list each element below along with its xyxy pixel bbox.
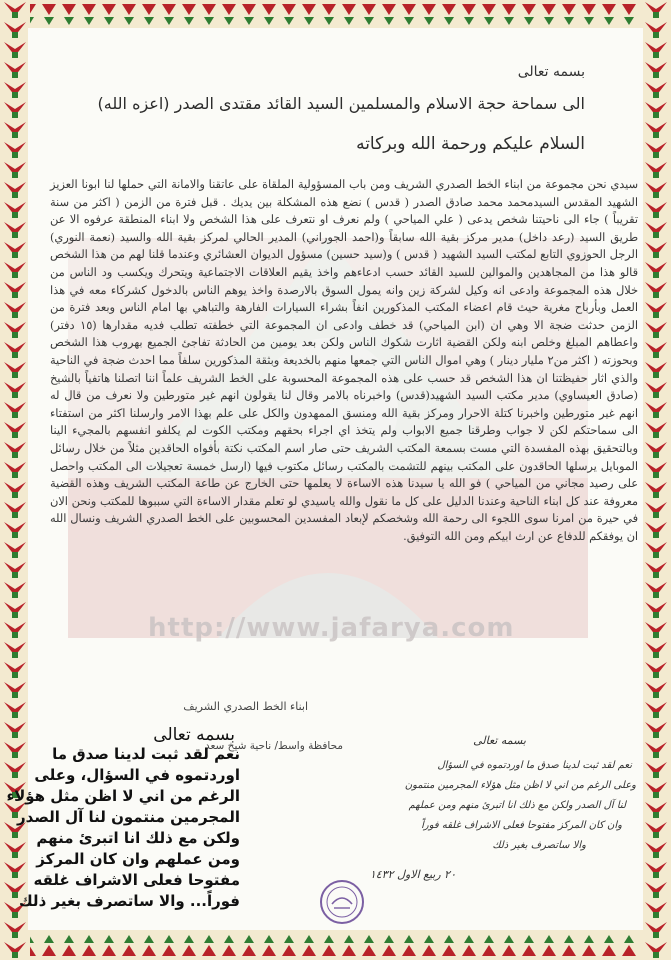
- border-motif-green: [12, 492, 18, 498]
- border-motif-green: [653, 852, 659, 858]
- border-motif-green: [653, 312, 659, 318]
- handwritten-line-2: وعلى الرغم من اني لا اظن مثل هؤلاء المجرمين منتمون: [404, 780, 636, 791]
- border-motif-green: [653, 12, 659, 18]
- border-motif-green: [653, 72, 659, 78]
- border-motif-green: [653, 892, 659, 898]
- border-motif-green: [653, 372, 659, 378]
- handwritten-line-3: لنا آل الصدر ولكن مع ذلك انا اتبرئ منهم ومن عملهم: [408, 800, 626, 811]
- border-motif-green: [12, 432, 18, 438]
- border-motif-green: [12, 132, 18, 138]
- border-motif-green: [12, 52, 18, 58]
- border-motif-green: [12, 332, 18, 338]
- decorative-border-right: [641, 0, 671, 960]
- border-motif-green: [653, 712, 659, 718]
- border-motif-green: [653, 812, 659, 818]
- border-motif-green: [653, 772, 659, 778]
- border-motif-green: [12, 152, 18, 158]
- border-motif-green: [12, 272, 18, 278]
- border-motif-green: [653, 432, 659, 438]
- border-motif-green: [12, 552, 18, 558]
- border-motif-green: [653, 252, 659, 258]
- border-motif-green: [12, 112, 18, 118]
- border-motif-green: [653, 392, 659, 398]
- border-motif-green: [653, 552, 659, 558]
- border-motif-green: [653, 112, 659, 118]
- border-motif-green: [12, 712, 18, 718]
- border-motif-green: [653, 492, 659, 498]
- letter-body: سيدي نحن مجموعة من ابناء الخط الصدري الشريف ومن باب المسؤولية الملقاة على عاتقنا والامانة التي حملها لنا ابونا العزيز الشهيد المقدس السيدمحمد محمد صادق الصدر ( قدس ) نضع هذه المشكلة بين يديك . قبل فترة من الزمن ( اكثر من سنة تقريباً ) جاء الى ناحيتنا شخص يدعى ( علي المياحي ) ولم نعرف او نتعرف على هذا الشخص ولا ابناء المنطقة عرفوه الا عن طريق السيد (رعد داخل) مدير مركز بقية الله سابقاً و(احمد الجوراني) المدير الحالي لمركز بقية الله والسيد (نعمة النوري) الرجل الحوزوي التابع لمكتب السيد الشهيد ( قدس ) و(سيد حسين) مسؤول الديوان العشائري وعندما قلنا لهم من هذا الشخص قالو هذا من المجاهدين والموالين للسيد القائد حسب ادعاءهم واخذ يقيم العلاقات الاجتماعية ويتحرك ويكسب ود الناس من خلال هذه المجموعة وادعى انه وكيل لشركة زين وانه يمول السوق بالارصدة واخذ يوهم الناس بالدخول كشركاء معه في هذا العمل وبأرباح مغرية حيث قام اعضاء المكتب المذكورين انفاً بشراء السيارات الفارهة والتباهي بها امام الناس وبعد فترة من الزمن حدثت ضجة الا وهي ان (ابن المياحي) قد خطف وادعى ان المجموعة التي خطفته تطلب فديه مقدارها (١٥ دفتر) واعطاهم المبلغ وخلص ابنه ولكن القضية اثارت شكوك الناس ولكن بعد يومين من الحادثة تفاجئ الجميع بهروب هذا الشخص وبحوزته ( اكثر من٢ مليار دينار ) وهي اموال الناس التي جمعها منهم بالخديعة وبثقة المذكورين سلفاً مما احدث ضجة في الناحية والذي اثار حفيظتنا ان هذا الشخص قد حسب على هذه المجموعة المحسوبة على الخط الشريف علماً اننا اتصلنا هاتفياً بالشيخ (صادق العيساوي) مدير مكتب السيد الشهيد(قدس) واخبرناه بالامر وقال لنا يقولون انهم غير متورطين ولا نعرف من قال له انهم غير متورطين واخبرنا كتلة الاحرار ومركز بقية الله ومنسق الممهدون والكل على علم بهذا الامر وارسلنا اكثر من استفتاء الى سماحتكم لكن لا جواب وطرقنا جميع الابواب ولم يتخذ اي اجراء بحقهم ومكتب الكوت لم يكلفو انفسهم بالمجيء الينا وبالتحقيق بهذه المفسدة التي مست بسمعة المكتب الشريف حتى صار اسم المكتب نكتة بأفواه الحاقدين مثلاً من خلال رسائل الموبايل يرسلها الحاقدون على المكتب بينهم للتشمت بالمكتب رسائل مكتوب فيها (ارسل خمسة تعجيلات الى المكتب واحصل على رصيد مجاني من المياحي ) فو الله يا سيدنا هذه الاساءة لا يعلمها حتى الخارج عن طاعة المكتب الشريف وهذه القضية معروفة عند كل ابناء الناحية وعندنا الدليل على كل ما نقول والله ياسيدي لو تعلم مقدار الاساءة التي سببوها للمكتب ونحن الان في حيرة من امرنا سوى اللجوء الى رحمة الله وشخصكم لإبعاد المفسدين المحسوبين على الخط الصدري الشريف ونسال الله ان يوفقكم للدفاع عن ارث ابيكم ومن الله التوفيق.: [50, 178, 638, 543]
- border-motif-green: [12, 452, 18, 458]
- border-motif-green: [12, 612, 18, 618]
- border-motif-green: [653, 672, 659, 678]
- border-motif-green: [653, 192, 659, 198]
- border-motif-green: [12, 472, 18, 478]
- border-motif-green: [653, 132, 659, 138]
- border-motif-green: [653, 212, 659, 218]
- border-motif-green: [653, 52, 659, 58]
- border-motif-green: [12, 312, 18, 318]
- handwritten-line-5: والا ساتصرف بغير ذلك: [492, 840, 586, 851]
- border-motif-green: [12, 32, 18, 38]
- border-motif-green: [12, 12, 18, 18]
- border-motif-green: [12, 212, 18, 218]
- border-motif-green: [653, 652, 659, 658]
- border-motif-green: [12, 692, 18, 698]
- letter-signature: ابناء الخط الصدري الشريف: [183, 700, 308, 713]
- border-motif-green: [653, 692, 659, 698]
- border-motif-green: [653, 792, 659, 798]
- border-motif-green: [653, 352, 659, 358]
- border-motif-green: [653, 332, 659, 338]
- border-motif-green: [653, 472, 659, 478]
- letter-address: الى سماحة حجة الاسلام والمسلمين السيد القائد مقتدى الصدر (اعزه الله): [97, 94, 585, 113]
- border-motif-green: [653, 172, 659, 178]
- border-motif-green: [653, 632, 659, 638]
- border-motif-green: [653, 412, 659, 418]
- border-motif-green: [653, 872, 659, 878]
- border-motif-green: [12, 512, 18, 518]
- letter-basmala: بسمه تعالى: [517, 64, 585, 80]
- border-motif-green: [12, 632, 18, 638]
- border-motif-green: [653, 732, 659, 738]
- border-motif-green: [653, 952, 659, 958]
- border-motif-green: [653, 32, 659, 38]
- letter-greeting: السلام عليكم ورحمة الله وبركاته: [356, 134, 585, 154]
- border-motif-green: [12, 732, 18, 738]
- handwritten-line-4: وان كان المركز مفتوحا فعلى الاشراف غلقه فوراً: [421, 820, 622, 831]
- border-motif-green: [653, 232, 659, 238]
- border-motif-green: [12, 252, 18, 258]
- border-motif-green: [653, 612, 659, 618]
- border-motif-green: [12, 572, 18, 578]
- border-motif-green: [12, 672, 18, 678]
- border-motif-green: [12, 952, 18, 958]
- border-motif-green: [653, 272, 659, 278]
- border-motif-green: [12, 92, 18, 98]
- border-motif-green: [653, 452, 659, 458]
- border-motif-green: [653, 752, 659, 758]
- border-motif-green: [12, 412, 18, 418]
- border-motif-green: [12, 912, 18, 918]
- border-motif-green: [12, 592, 18, 598]
- border-motif-green: [12, 392, 18, 398]
- border-motif-green: [12, 292, 18, 298]
- reply-basmala: بسمه تعالى: [153, 725, 235, 745]
- border-motif-green: [653, 512, 659, 518]
- decorative-border-top: [0, 0, 671, 30]
- handwritten-basmala: بسمه تعالى: [473, 734, 526, 747]
- handwritten-line-1: نعم لقد ثبت لدينا صدق ما اوردتموه في السؤال: [437, 760, 632, 771]
- border-motif-green: [653, 832, 659, 838]
- border-motif-green: [653, 92, 659, 98]
- seal-stamp: [318, 878, 366, 926]
- border-motif-green: [12, 232, 18, 238]
- border-motif-green: [12, 932, 18, 938]
- handwritten-date: ٢٠ ربيع الاول ١٤٣٢: [369, 868, 456, 881]
- border-motif-green: [653, 572, 659, 578]
- border-motif-green: [12, 172, 18, 178]
- border-motif-green: [12, 72, 18, 78]
- border-motif-green: [653, 152, 659, 158]
- border-motif-green: [653, 292, 659, 298]
- border-motif-green: [12, 652, 18, 658]
- border-motif-green: [653, 912, 659, 918]
- border-motif-green: [653, 592, 659, 598]
- border-motif-green: [653, 932, 659, 938]
- border-motif-green: [12, 352, 18, 358]
- border-motif-green: [12, 532, 18, 538]
- border-motif-green: [12, 192, 18, 198]
- border-motif-green: [653, 532, 659, 538]
- border-motif-green: [12, 372, 18, 378]
- reply-transcription: نعم لقد ثبت لدينا صدق ما اوردتموه في السؤال، وعلى الرغم من اني لا اظن مثل هؤلاء المجرمين منتمون لنا آل الصدر ولكن مع ذلك انا اتبرئ منهم ومن عملهم وان كان المركز مفتوحا فعلى الاشراف غلقه فوراً... والا ساتصرف بغير ذلك: [6, 745, 240, 910]
- watermark-url: http://www.jafarya.com: [148, 613, 515, 643]
- decorative-border-bottom: [0, 930, 671, 960]
- letter-location: محافظة واسط/ ناحية شيخ سعد: [204, 740, 343, 752]
